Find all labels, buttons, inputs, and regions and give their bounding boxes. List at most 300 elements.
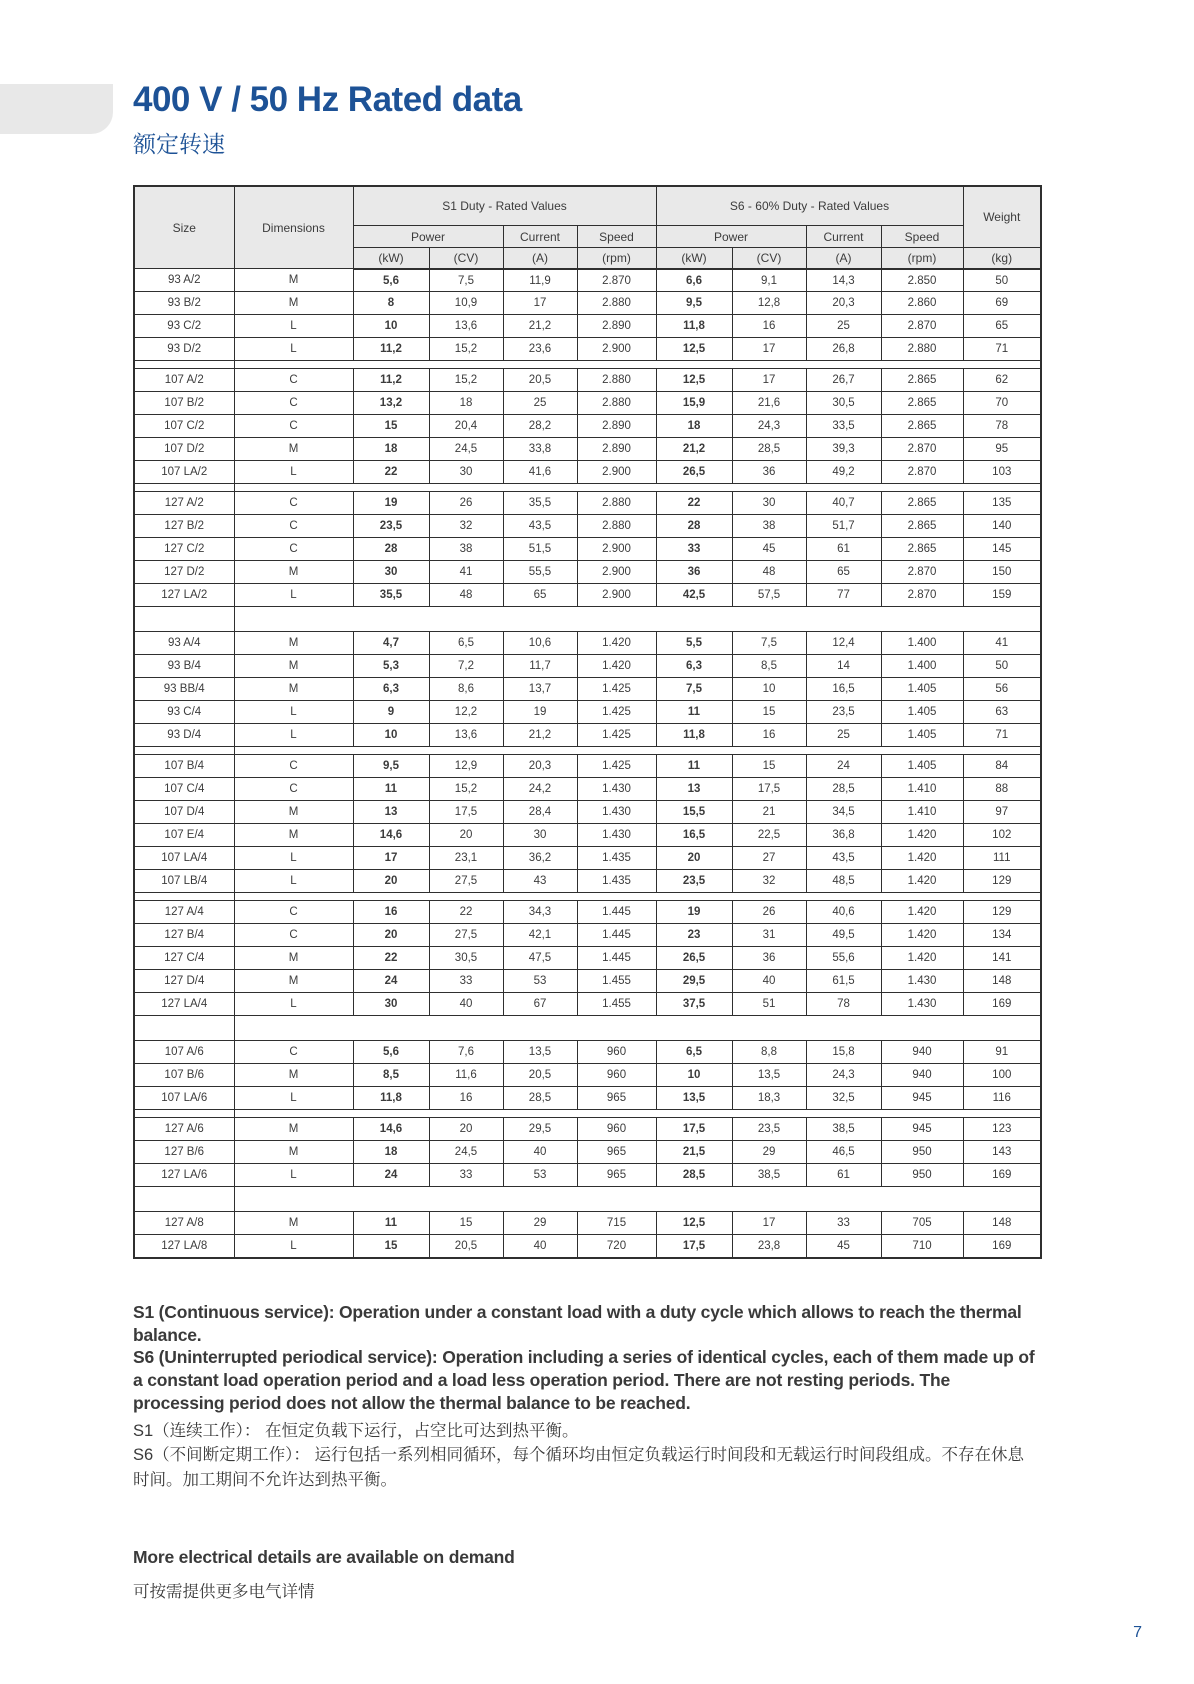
value-cell: 7,2 (429, 655, 503, 678)
value-cell: 8,5 (732, 655, 806, 678)
table-row (134, 269, 1041, 292)
table-row (134, 870, 1041, 893)
value-cell: 26,5 (656, 461, 732, 484)
value-cell: 50 (963, 655, 1041, 678)
value-cell: C (234, 538, 353, 561)
value-cell: 49,2 (806, 461, 881, 484)
value-cell: 10,9 (429, 292, 503, 315)
size-cell: 107 D/2 (134, 438, 234, 461)
value-cell: 40,6 (806, 901, 881, 924)
value-cell: 129 (963, 870, 1041, 893)
value-cell: 21,5 (656, 1141, 732, 1164)
value-cell: 102 (963, 824, 1041, 847)
value-cell: 22 (353, 947, 429, 970)
spacer-cell (234, 893, 1041, 901)
value-cell: 720 (577, 1235, 656, 1258)
value-cell: 71 (963, 338, 1041, 361)
table-row (134, 415, 1041, 438)
value-cell: 134 (963, 924, 1041, 947)
value-cell: 65 (503, 584, 577, 607)
value-cell: 88 (963, 778, 1041, 801)
value-cell: 30 (429, 461, 503, 484)
value-cell: 1.420 (577, 632, 656, 655)
column-header-s6-power: Power (656, 226, 806, 248)
value-cell: 24,3 (732, 415, 806, 438)
size-cell: 107 LA/4 (134, 847, 234, 870)
size-cell: 107 C/2 (134, 415, 234, 438)
value-cell: L (234, 701, 353, 724)
value-cell: 11,2 (353, 369, 429, 392)
value-cell: 30,5 (806, 392, 881, 415)
value-cell: C (234, 778, 353, 801)
spacer-cell (134, 361, 234, 369)
value-cell: 23,6 (503, 338, 577, 361)
size-cell: 127 D/2 (134, 561, 234, 584)
value-cell: L (234, 870, 353, 893)
table-row (134, 392, 1041, 415)
value-cell: 5,3 (353, 655, 429, 678)
value-cell: 12,5 (656, 338, 732, 361)
value-cell: 10 (353, 315, 429, 338)
value-cell: 25 (806, 724, 881, 747)
table-row (134, 847, 1041, 870)
table-row (134, 701, 1041, 724)
value-cell: 61 (806, 1164, 881, 1187)
value-cell: 24,2 (503, 778, 577, 801)
value-cell: 27 (732, 847, 806, 870)
value-cell: 1.420 (881, 824, 963, 847)
spacer-row (134, 1016, 1041, 1041)
value-cell: 16,5 (806, 678, 881, 701)
size-cell: 127 LA/8 (134, 1235, 234, 1258)
value-cell: 2.865 (881, 392, 963, 415)
value-cell: 18 (429, 392, 503, 415)
value-cell: 169 (963, 993, 1041, 1016)
value-cell: 129 (963, 901, 1041, 924)
rated-data-table (133, 185, 1042, 1259)
value-cell: 40 (429, 993, 503, 1016)
value-cell: 49,5 (806, 924, 881, 947)
value-cell: 65 (963, 315, 1041, 338)
table-row (134, 755, 1041, 778)
value-cell: 48,5 (806, 870, 881, 893)
value-cell: 15,2 (429, 778, 503, 801)
size-cell: 93 D/2 (134, 338, 234, 361)
value-cell: 33,8 (503, 438, 577, 461)
value-cell: 51,7 (806, 515, 881, 538)
value-cell: 14,6 (353, 824, 429, 847)
value-cell: 84 (963, 755, 1041, 778)
value-cell: 15,2 (429, 338, 503, 361)
value-cell: 6,5 (656, 1041, 732, 1064)
value-cell: 23 (656, 924, 732, 947)
value-cell: 960 (577, 1118, 656, 1141)
spacer-cell (234, 747, 1041, 755)
value-cell: M (234, 292, 353, 315)
size-cell: 107 LB/4 (134, 870, 234, 893)
value-cell: 12,9 (429, 755, 503, 778)
unit-header-s6-cv: (CV) (732, 248, 806, 269)
value-cell: 47,5 (503, 947, 577, 970)
value-cell: 53 (503, 1164, 577, 1187)
value-cell: 36,8 (806, 824, 881, 847)
value-cell: 150 (963, 561, 1041, 584)
table-row (134, 970, 1041, 993)
value-cell: 22 (353, 461, 429, 484)
value-cell: 13 (656, 778, 732, 801)
value-cell: 24 (806, 755, 881, 778)
value-cell: 22 (656, 492, 732, 515)
spacer-cell (134, 1187, 234, 1212)
value-cell: 169 (963, 1235, 1041, 1258)
value-cell: 55,6 (806, 947, 881, 970)
value-cell: C (234, 901, 353, 924)
value-cell: 2.870 (881, 315, 963, 338)
value-cell: 5,5 (656, 632, 732, 655)
value-cell: C (234, 755, 353, 778)
value-cell: 9,1 (732, 269, 806, 292)
value-cell: 2.870 (881, 561, 963, 584)
more-details-chinese: 可按需提供更多电气详情 (133, 1582, 315, 1601)
spacer-cell (134, 484, 234, 492)
value-cell: 21,2 (503, 724, 577, 747)
spacer-row (134, 1187, 1041, 1212)
value-cell: 30 (732, 492, 806, 515)
value-cell: 21 (732, 801, 806, 824)
table-row (134, 292, 1041, 315)
value-cell: 28,5 (732, 438, 806, 461)
value-cell: 16 (732, 315, 806, 338)
value-cell: 35,5 (503, 492, 577, 515)
value-cell: 40 (503, 1235, 577, 1258)
value-cell: M (234, 824, 353, 847)
duty-notes (133, 1301, 1040, 1493)
value-cell: 15 (732, 701, 806, 724)
value-cell: C (234, 515, 353, 538)
value-cell: 33 (656, 538, 732, 561)
value-cell: 135 (963, 492, 1041, 515)
value-cell: 960 (577, 1041, 656, 1064)
value-cell: 34,5 (806, 801, 881, 824)
value-cell: 38 (732, 515, 806, 538)
value-cell: 51,5 (503, 538, 577, 561)
value-cell: 11,9 (503, 269, 577, 292)
value-cell: 13,2 (353, 392, 429, 415)
value-cell: 145 (963, 538, 1041, 561)
value-cell: 20,3 (806, 292, 881, 315)
value-cell: 7,5 (656, 678, 732, 701)
value-cell: 1.445 (577, 924, 656, 947)
value-cell: 22 (429, 901, 503, 924)
value-cell: 11,8 (656, 724, 732, 747)
spacer-cell (134, 607, 234, 632)
value-cell: 29,5 (656, 970, 732, 993)
value-cell: 14 (806, 655, 881, 678)
size-cell: 127 C/4 (134, 947, 234, 970)
value-cell: 2.890 (577, 415, 656, 438)
value-cell: 36,2 (503, 847, 577, 870)
spacer-cell (234, 484, 1041, 492)
value-cell: 18 (353, 1141, 429, 1164)
value-cell: 1.400 (881, 632, 963, 655)
value-cell: 945 (881, 1087, 963, 1110)
value-cell: 18 (353, 438, 429, 461)
column-header-s1-speed: Speed (577, 226, 656, 248)
corner-tab-decoration (0, 84, 113, 134)
value-cell: 71 (963, 724, 1041, 747)
value-cell: 20 (429, 824, 503, 847)
value-cell: 15 (732, 755, 806, 778)
value-cell: 40,7 (806, 492, 881, 515)
value-cell: 6,5 (429, 632, 503, 655)
value-cell: 24,5 (429, 438, 503, 461)
value-cell: 18,3 (732, 1087, 806, 1110)
value-cell: C (234, 1041, 353, 1064)
value-cell: 33 (429, 1164, 503, 1187)
value-cell: 15 (353, 1235, 429, 1258)
value-cell: 20 (429, 1118, 503, 1141)
value-cell: 26,5 (656, 947, 732, 970)
value-cell: 32 (732, 870, 806, 893)
value-cell: 20,5 (503, 369, 577, 392)
value-cell: 1.420 (881, 924, 963, 947)
value-cell: 42,1 (503, 924, 577, 947)
value-cell: 26,7 (806, 369, 881, 392)
value-cell: 140 (963, 515, 1041, 538)
size-cell: 107 LA/6 (134, 1087, 234, 1110)
size-cell: 93 A/2 (134, 269, 234, 292)
spacer-cell (134, 1110, 234, 1118)
value-cell: 29 (503, 1212, 577, 1235)
table-row (134, 901, 1041, 924)
value-cell: 1.420 (881, 901, 963, 924)
table-header (134, 186, 1041, 269)
value-cell: 8 (353, 292, 429, 315)
page-content (133, 82, 1040, 1602)
size-cell: 127 LA/6 (134, 1164, 234, 1187)
size-cell: 127 A/4 (134, 901, 234, 924)
size-cell: 93 C/4 (134, 701, 234, 724)
value-cell: 2.890 (577, 315, 656, 338)
table-row (134, 315, 1041, 338)
value-cell: 21,6 (732, 392, 806, 415)
value-cell: 28,4 (503, 801, 577, 824)
spacer-row (134, 607, 1041, 632)
table-row (134, 632, 1041, 655)
value-cell: 43,5 (806, 847, 881, 870)
value-cell: 1.420 (881, 870, 963, 893)
size-cell: 127 B/6 (134, 1141, 234, 1164)
size-cell: 93 BB/4 (134, 678, 234, 701)
value-cell: 17 (353, 847, 429, 870)
value-cell: 25 (503, 392, 577, 415)
column-header-s1-current: Current (503, 226, 577, 248)
spacer-cell (134, 747, 234, 755)
value-cell: 70 (963, 392, 1041, 415)
value-cell: 11,8 (353, 1087, 429, 1110)
value-cell: 2.870 (577, 269, 656, 292)
value-cell: 11,8 (656, 315, 732, 338)
value-cell: 41 (963, 632, 1041, 655)
value-cell: 1.455 (577, 993, 656, 1016)
value-cell: 17 (732, 369, 806, 392)
value-cell: 2.870 (881, 584, 963, 607)
table-row (134, 561, 1041, 584)
value-cell: 100 (963, 1064, 1041, 1087)
size-cell: 107 C/4 (134, 778, 234, 801)
table-row (134, 461, 1041, 484)
page-title: 400 V / 50 Hz Rated data (133, 80, 522, 119)
value-cell: 10 (732, 678, 806, 701)
value-cell: 15,5 (656, 801, 732, 824)
value-cell: 1.455 (577, 970, 656, 993)
table-row (134, 1164, 1041, 1187)
value-cell: 29 (732, 1141, 806, 1164)
value-cell: 2.865 (881, 538, 963, 561)
value-cell: 10,6 (503, 632, 577, 655)
value-cell: 1.445 (577, 947, 656, 970)
value-cell: 2.900 (577, 461, 656, 484)
value-cell: 15 (353, 415, 429, 438)
value-cell: 6,3 (353, 678, 429, 701)
value-cell: 11,6 (429, 1064, 503, 1087)
value-cell: 31 (732, 924, 806, 947)
value-cell: 39,3 (806, 438, 881, 461)
value-cell: 12,5 (656, 1212, 732, 1235)
value-cell: 2.865 (881, 492, 963, 515)
table-row (134, 778, 1041, 801)
value-cell: 950 (881, 1141, 963, 1164)
value-cell: 20 (656, 847, 732, 870)
value-cell: 61,5 (806, 970, 881, 993)
value-cell: 2.880 (577, 369, 656, 392)
table-row (134, 924, 1041, 947)
value-cell: 123 (963, 1118, 1041, 1141)
value-cell: 28,5 (806, 778, 881, 801)
table-row (134, 438, 1041, 461)
value-cell: 23,1 (429, 847, 503, 870)
value-cell: 1.410 (881, 801, 963, 824)
value-cell: 21,2 (656, 438, 732, 461)
value-cell: 950 (881, 1164, 963, 1187)
value-cell: 12,4 (806, 632, 881, 655)
value-cell: M (234, 801, 353, 824)
table-row (134, 1141, 1041, 1164)
value-cell: 17,5 (656, 1235, 732, 1258)
value-cell: 2.880 (577, 515, 656, 538)
value-cell: 30 (503, 824, 577, 847)
more-details-english: More electrical details are available on demand (133, 1546, 515, 1567)
value-cell: M (234, 632, 353, 655)
column-group-s1-duty: S1 Duty - Rated Values (353, 186, 656, 226)
value-cell: 17,5 (429, 801, 503, 824)
value-cell: M (234, 269, 353, 292)
spacer-cell (234, 1110, 1041, 1118)
table-row (134, 1235, 1041, 1258)
value-cell: 65 (806, 561, 881, 584)
value-cell: L (234, 584, 353, 607)
size-cell: 127 B/4 (134, 924, 234, 947)
table-row (134, 1118, 1041, 1141)
value-cell: 33,5 (806, 415, 881, 438)
column-header-size: Size (134, 186, 234, 269)
value-cell: 17,5 (656, 1118, 732, 1141)
value-cell: 26 (429, 492, 503, 515)
value-cell: 5,6 (353, 1041, 429, 1064)
table-row (134, 1212, 1041, 1235)
value-cell: 19 (656, 901, 732, 924)
size-cell: 127 B/2 (134, 515, 234, 538)
value-cell: 2.880 (881, 338, 963, 361)
value-cell: 1.405 (881, 724, 963, 747)
value-cell: 2.880 (577, 492, 656, 515)
value-cell: 42,5 (656, 584, 732, 607)
size-cell: 107 A/6 (134, 1041, 234, 1064)
value-cell: 33 (806, 1212, 881, 1235)
value-cell: 37,5 (656, 993, 732, 1016)
value-cell: L (234, 338, 353, 361)
value-cell: 1.435 (577, 870, 656, 893)
size-cell: 107 LA/2 (134, 461, 234, 484)
value-cell: 12,5 (656, 369, 732, 392)
value-cell: 9,5 (656, 292, 732, 315)
value-cell: 1.430 (577, 778, 656, 801)
value-cell: 30 (353, 993, 429, 1016)
value-cell: 8,8 (732, 1041, 806, 1064)
value-cell: 11 (656, 755, 732, 778)
value-cell: L (234, 724, 353, 747)
value-cell: L (234, 847, 353, 870)
value-cell: M (234, 1141, 353, 1164)
size-cell: 107 B/6 (134, 1064, 234, 1087)
value-cell: 23,5 (656, 870, 732, 893)
value-cell: 19 (353, 492, 429, 515)
value-cell: 1.430 (577, 801, 656, 824)
value-cell: 13,7 (503, 678, 577, 701)
value-cell: 78 (806, 993, 881, 1016)
value-cell: M (234, 970, 353, 993)
value-cell: 940 (881, 1041, 963, 1064)
column-group-s6-duty: S6 - 60% Duty - Rated Values (656, 186, 963, 226)
size-cell: 93 A/4 (134, 632, 234, 655)
value-cell: 111 (963, 847, 1041, 870)
value-cell: 22,5 (732, 824, 806, 847)
spacer-row (134, 1110, 1041, 1118)
column-header-s6-speed: Speed (881, 226, 963, 248)
value-cell: 77 (806, 584, 881, 607)
value-cell: L (234, 1164, 353, 1187)
value-cell: 148 (963, 970, 1041, 993)
column-header-s1-power: Power (353, 226, 503, 248)
note-s1-english: S1 (Continuous service): Operation under a constant load with a duty cycle which allows to reach the thermal balance. (133, 1301, 1022, 1345)
value-cell: 46,5 (806, 1141, 881, 1164)
value-cell: 51 (732, 993, 806, 1016)
value-cell: M (234, 947, 353, 970)
table-row (134, 538, 1041, 561)
value-cell: 91 (963, 1041, 1041, 1064)
value-cell: 16,5 (656, 824, 732, 847)
value-cell: 28,2 (503, 415, 577, 438)
spacer-row (134, 893, 1041, 901)
value-cell: 8,6 (429, 678, 503, 701)
value-cell: 103 (963, 461, 1041, 484)
unit-header-s6-rpm: (rpm) (881, 248, 963, 269)
value-cell: 715 (577, 1212, 656, 1235)
value-cell: 27,5 (429, 870, 503, 893)
value-cell: 14,3 (806, 269, 881, 292)
note-s6-english: S6 (Uninterrupted periodical service): Operation including a series of identical cycles, each of them made up of a constant load operation period and a load less operation period. There are not resting periods. The processing period does not allow the thermal balance to be reached. (133, 1347, 1035, 1413)
note-s1-chinese: S1（连续工作）： 在恒定负载下运行，占空比可达到热平衡。 (133, 1421, 579, 1440)
